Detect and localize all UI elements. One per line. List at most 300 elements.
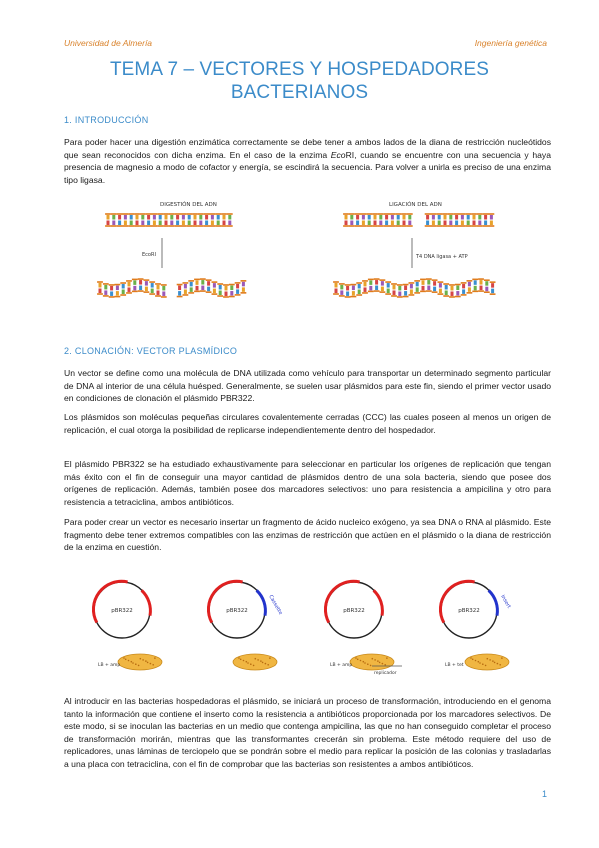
dna-base	[128, 282, 131, 287]
dna-base	[217, 221, 220, 226]
intro-text-emphasis: Eco	[330, 149, 346, 160]
dna-base	[188, 215, 191, 220]
dna-base	[236, 289, 239, 294]
dna-base	[104, 285, 107, 290]
dna-base	[444, 215, 447, 220]
dna-base	[145, 287, 148, 292]
dna-base	[110, 286, 113, 291]
dna-base	[207, 281, 210, 286]
colony	[482, 663, 484, 665]
dna-base	[484, 215, 487, 220]
dna-base	[350, 221, 353, 226]
dna-base	[432, 221, 435, 226]
intro-text-before: Para poder hacer una digestión enzimática correctamente se debe tener a ambos lados de la diana de restricción nucleótidos que sean reconocidos con dicha enzima. En el caso de la enzima	[64, 137, 551, 160]
dna-base	[468, 287, 471, 292]
dna-base	[199, 215, 202, 220]
dna-base	[178, 291, 181, 296]
dna-base	[451, 291, 454, 296]
dna-base	[165, 215, 168, 220]
dna-base	[398, 291, 401, 296]
dna-base	[118, 221, 121, 226]
dna-base	[107, 215, 110, 220]
dna-base	[455, 221, 458, 226]
dna-base	[335, 283, 338, 288]
dna-base	[242, 287, 245, 292]
dna-base	[381, 287, 384, 292]
dna-base	[422, 286, 425, 291]
dna-base	[157, 285, 160, 290]
dna-base	[433, 281, 436, 286]
ligation-enzyme-label: T4 DNA ligasa + ATP	[416, 254, 468, 260]
dna-base	[356, 215, 359, 220]
colony	[132, 662, 134, 664]
paragraph-vector-definition: Un vector se define como una molécula de DNA utilizada como vehículo para transportar un determinado segmento particular de DNA al interior de una célula huésped. Generalmente, se suelen usar plásmidos para este fin, siendo el primer vector usado en condiciones de clonación el plásmido PBR322.	[64, 368, 551, 404]
colony	[494, 662, 496, 664]
page-number: 1	[541, 789, 547, 799]
paragraph-plasmids: Los plásmidos son moléculas pequeñas circulares covalentemente cerradas (CCC) las cuales poseen al menos un origen de replicación, el cual otorga la posibilidad de replicarse independientemente dentro del hospedador.	[64, 412, 551, 435]
insert-arc	[257, 590, 266, 615]
plasmid-group	[93, 581, 511, 670]
colony	[487, 658, 489, 660]
dna-base	[194, 221, 197, 226]
dna-base	[162, 291, 165, 296]
dna-base	[205, 215, 208, 220]
dna-base	[165, 221, 168, 226]
plasmid-name: pBR322	[458, 608, 480, 614]
colony	[147, 662, 149, 664]
digestion-label: DIGESTIÓN DEL ADN	[160, 202, 217, 208]
colony	[265, 663, 267, 665]
dna-base	[461, 221, 464, 226]
dna-base	[136, 215, 139, 220]
colony	[377, 660, 379, 662]
plasmid-name: pBR322	[226, 608, 248, 614]
dna-base	[112, 215, 115, 220]
dna-base	[444, 221, 447, 226]
dna-base	[379, 215, 382, 220]
dna-base	[438, 221, 441, 226]
colony	[479, 662, 481, 664]
dna-base	[219, 285, 222, 290]
agar-plate	[465, 654, 509, 670]
colony	[269, 657, 271, 659]
colony	[379, 662, 381, 664]
header-subject: Ingeniería genética	[474, 38, 547, 48]
dna-base	[116, 291, 119, 296]
dna-base	[387, 283, 390, 288]
dna-base	[122, 290, 125, 295]
dna-base	[201, 280, 204, 285]
dna-base	[438, 215, 441, 220]
dna-base	[416, 287, 419, 292]
dna-base	[364, 282, 367, 287]
dna-base	[230, 291, 233, 296]
dna-base	[455, 215, 458, 220]
colony	[475, 660, 477, 662]
dna-base	[213, 283, 216, 288]
dna-base	[462, 289, 465, 294]
dna-base	[445, 285, 448, 290]
dna-base	[346, 286, 349, 291]
dna-base	[205, 221, 208, 226]
dna-digestion-figure	[96, 196, 516, 312]
colony	[485, 665, 487, 667]
dna-base	[159, 215, 162, 220]
dna-base	[190, 287, 193, 292]
dna-base	[99, 283, 102, 288]
plate-label: LB + tet	[445, 663, 464, 668]
dna-base	[147, 221, 150, 226]
ligation-label: LIGACIÓN DEL ADN	[389, 202, 442, 208]
insert-label: Insert	[499, 594, 512, 610]
dna-base	[410, 284, 413, 289]
dna-base	[480, 286, 483, 291]
amp-resistance-arc	[440, 581, 474, 622]
dna-base	[207, 287, 210, 292]
colony	[472, 659, 474, 661]
dna-base	[170, 221, 173, 226]
dna-base	[346, 291, 349, 296]
dna-base	[474, 280, 477, 285]
dna-base	[422, 280, 425, 285]
dna-base	[153, 215, 156, 220]
dna-base	[340, 290, 343, 295]
colony	[260, 660, 262, 662]
dna-base	[141, 215, 144, 220]
dna-base	[356, 221, 359, 226]
dna-base	[416, 282, 419, 287]
dna-base	[456, 291, 459, 296]
plate-label: LB + amp	[98, 663, 121, 668]
dna-base	[107, 221, 110, 226]
plasmid-name: pBR322	[111, 608, 133, 614]
dna-base	[225, 286, 228, 291]
dna-base	[398, 286, 401, 291]
plate-label: LB + amp	[330, 663, 353, 668]
colony	[382, 663, 384, 665]
dna-base	[391, 215, 394, 220]
dna-base	[335, 289, 338, 294]
dna-base	[385, 221, 388, 226]
dna-base	[480, 280, 483, 285]
dna-base	[141, 221, 144, 226]
intro-paragraph	[64, 136, 551, 186]
dna-base	[468, 282, 471, 287]
dna-base	[124, 215, 127, 220]
colony	[489, 659, 491, 661]
paragraph-insert: Para poder crear un vector es necesario insertar un fragmento de ácido nucleico exógeno, ya sea DNA o RNA al plásmido. Este fragmento debe tener extremos compatibles con las enzimas de restricción que actúen en el plásmido o la diana de restricción de la enzima en cuestión.	[64, 517, 551, 553]
colony	[374, 659, 376, 661]
dna-base	[375, 286, 378, 291]
dna-base	[397, 221, 400, 226]
dna-base	[404, 286, 407, 291]
colony	[367, 663, 369, 665]
dna-base	[445, 291, 448, 296]
plasmid-name: pBR322	[343, 608, 365, 614]
colony	[497, 663, 499, 665]
page-title-line-1: TEMA 7 – VECTORES Y HOSPEDADORES	[109, 59, 490, 80]
dna-base	[178, 286, 181, 291]
colony	[128, 660, 130, 662]
dna-base	[228, 221, 231, 226]
colony	[238, 657, 240, 659]
dna-base	[139, 286, 142, 291]
dna-base	[147, 215, 150, 220]
paragraph-pbr322: El plásmido PBR322 se ha estudiado exhaustivamente para seleccionar en particular los orígenes de replicación que tengan más éxito con el fin de conseguir una mayor cantidad de plásmidos dentro de una sola bacteria, siendo que posee dos orígenes de replicación. Además, también posee dos marcadores selectivos: uno para resistencia a ampicilina y otro para resistencia a tetraciclina, ambos antibióticos.	[64, 459, 551, 507]
colony	[470, 657, 472, 659]
colony	[138, 665, 140, 667]
dna-base	[236, 284, 239, 289]
dna-base	[485, 287, 488, 292]
page-title	[0, 58, 599, 104]
dna-base	[374, 215, 377, 220]
colony	[150, 663, 152, 665]
colony	[363, 661, 365, 663]
dna-base	[118, 215, 121, 220]
dna-base	[182, 221, 185, 226]
dna-base	[432, 215, 435, 220]
insert-label: Cassette	[267, 594, 284, 616]
dna-base	[213, 289, 216, 294]
colony	[501, 657, 503, 659]
digestion-enzyme-label: EcoRI	[142, 252, 156, 258]
dna-base	[176, 215, 179, 220]
dna-base	[379, 221, 382, 226]
dna-base	[408, 215, 411, 220]
dna-base	[116, 286, 119, 291]
dna-base	[362, 215, 365, 220]
dna-base	[182, 215, 185, 220]
dna-base	[230, 286, 233, 291]
dna-base	[449, 221, 452, 226]
dna-strand-cut	[97, 279, 246, 297]
dna-base	[110, 291, 113, 296]
dna-base	[433, 287, 436, 292]
colony	[257, 659, 259, 661]
colony	[240, 659, 242, 661]
dna-base	[462, 284, 465, 289]
colony	[262, 662, 264, 664]
dna-base	[474, 286, 477, 291]
plasmid-figure	[82, 570, 542, 678]
dna-base	[223, 215, 226, 220]
dna-base	[136, 221, 139, 226]
dna-base	[358, 290, 361, 295]
dna-fragments-separate	[343, 214, 494, 226]
dna-base	[184, 284, 187, 289]
dna-base	[408, 221, 411, 226]
colony	[154, 657, 156, 659]
dna-base	[490, 221, 493, 226]
dna-base	[491, 283, 494, 288]
dna-base	[393, 290, 396, 295]
dna-base	[352, 291, 355, 296]
dna-base	[122, 284, 125, 289]
dna-base	[242, 282, 245, 287]
dna-base	[478, 215, 481, 220]
dna-base	[369, 280, 372, 285]
colony	[125, 659, 127, 661]
colony	[246, 661, 248, 663]
colony	[135, 663, 137, 665]
dna-base	[403, 215, 406, 220]
dna-base	[473, 215, 476, 220]
dna-base	[467, 221, 470, 226]
dna-base	[151, 289, 154, 294]
dna-base	[194, 215, 197, 220]
insert-arc	[489, 590, 498, 615]
dna-base	[426, 221, 429, 226]
dna-base	[133, 280, 136, 285]
dna-strand-intact	[105, 214, 233, 226]
dna-base	[99, 289, 102, 294]
colony	[386, 657, 388, 659]
dna-base	[201, 286, 204, 291]
dna-base	[426, 215, 429, 220]
dna-base	[375, 280, 378, 285]
dna-base	[139, 280, 142, 285]
agar-plate	[118, 654, 162, 670]
dna-base	[491, 289, 494, 294]
dna-base	[368, 221, 371, 226]
dna-base	[385, 215, 388, 220]
dna-base	[153, 221, 156, 226]
dna-base	[461, 215, 464, 220]
dna-base	[211, 221, 214, 226]
replicator-label: replicador	[374, 671, 397, 676]
page-title-line-2: BACTERIANOS	[230, 82, 369, 103]
colony	[255, 658, 257, 660]
dna-base	[162, 286, 165, 291]
colony	[357, 659, 359, 661]
dna-base	[451, 286, 454, 291]
dna-base	[133, 286, 136, 291]
dna-base	[490, 215, 493, 220]
dna-base	[345, 215, 348, 220]
dna-base	[397, 215, 400, 220]
colony	[499, 664, 501, 666]
tet-resistance-arc	[374, 590, 383, 615]
dna-base	[439, 283, 442, 288]
dna-base	[369, 286, 372, 291]
paragraph-transformation: Al introducir en las bacterias hospedadoras el plásmido, se iniciará un proceso de transformación, introduciendo en el genoma tanto la información que contiene el inserto como la resistencia a antibióticos proporcionada por los marcadores selectivos. De este modo, si se inoculan las bacterias en un medio que contenga ampicilina, las que no han conseguido completar el proceso de transformación morirán, mientras que las transformantes crecerán sin problema. Este método requiere del uso de replicadores, unas láminas de terciopelo que se pondrán sobre el medio para replicar la posición de las colonias y trasladarlas a una placa con tetraciclina, con el fin de comprobar que las bacterias son resistentes a ambos antibióticos.	[64, 696, 551, 769]
dna-base	[159, 221, 162, 226]
dna-base	[199, 221, 202, 226]
header-university: Universidad de Almería	[64, 38, 153, 48]
dna-base	[228, 215, 231, 220]
dna-base	[456, 286, 459, 291]
dna-base	[391, 221, 394, 226]
colony	[370, 665, 372, 667]
colony	[243, 660, 245, 662]
colony	[247, 662, 249, 664]
dna-base	[190, 282, 193, 287]
tet-resistance-arc	[142, 590, 151, 615]
dna-base	[188, 221, 191, 226]
colony	[250, 663, 252, 665]
dna-base	[184, 289, 187, 294]
dna-base	[130, 221, 133, 226]
dna-base	[345, 221, 348, 226]
colony	[152, 664, 154, 666]
amp-resistance-arc	[93, 581, 127, 622]
dna-base	[130, 215, 133, 220]
colony	[355, 657, 357, 659]
colony	[372, 658, 374, 660]
colony	[478, 661, 480, 663]
section-heading-introduccion: 1. INTRODUCCIÓN	[64, 115, 149, 125]
dna-base	[219, 291, 222, 296]
colony	[364, 662, 366, 664]
dna-base	[352, 286, 355, 291]
dna-base	[217, 215, 220, 220]
dna-base	[368, 215, 371, 220]
dna-base	[170, 215, 173, 220]
dna-base	[124, 221, 127, 226]
dna-base	[473, 221, 476, 226]
dna-base	[350, 215, 353, 220]
dna-base	[427, 286, 430, 291]
dna-base	[340, 285, 343, 290]
dna-base	[128, 287, 131, 292]
dna-base	[112, 221, 115, 226]
dna-base	[449, 215, 452, 220]
dna-base	[176, 221, 179, 226]
dna-base	[478, 221, 481, 226]
colony	[142, 659, 144, 661]
dna-base	[151, 283, 154, 288]
colony	[253, 665, 255, 667]
colony	[360, 660, 362, 662]
dna-base	[223, 221, 226, 226]
dna-base	[403, 221, 406, 226]
dna-base	[196, 286, 199, 291]
dna-base	[362, 221, 365, 226]
dna-base	[427, 280, 430, 285]
dna-base	[393, 285, 396, 290]
dna-base	[485, 281, 488, 286]
dna-base	[104, 290, 107, 295]
dna-base	[374, 221, 377, 226]
agar-plate	[233, 654, 277, 670]
dna-base	[225, 291, 228, 296]
dna-base	[439, 289, 442, 294]
amp-resistance-arc	[208, 581, 242, 622]
dna-base	[410, 289, 413, 294]
colony	[492, 660, 494, 662]
agar-plate	[350, 654, 394, 670]
colony	[267, 664, 269, 666]
intro-text-after: RI, cuando se encuentre con una secuencia y haya presencia de magnesio a modo de cofactor y energía, se escindirá la secuencia. Para volver a unirla es preciso de una enzima tipo ligasa.	[64, 149, 551, 185]
amp-resistance-arc	[325, 581, 359, 622]
dna-base	[467, 215, 470, 220]
dna-base	[381, 281, 384, 286]
dna-base	[364, 287, 367, 292]
dna-base	[358, 284, 361, 289]
colony	[131, 661, 133, 663]
colony	[123, 657, 125, 659]
colony	[384, 664, 386, 666]
dna-base	[157, 290, 160, 295]
section-heading-clonacion: 2. CLONACIÓN: VECTOR PLASMÍDICO	[64, 346, 238, 356]
dna-base	[196, 280, 199, 285]
dna-base	[387, 289, 390, 294]
dna-strand-ligated	[333, 279, 495, 297]
dna-base	[211, 215, 214, 220]
colony	[140, 658, 142, 660]
dna-base	[484, 221, 487, 226]
dna-base	[404, 291, 407, 296]
